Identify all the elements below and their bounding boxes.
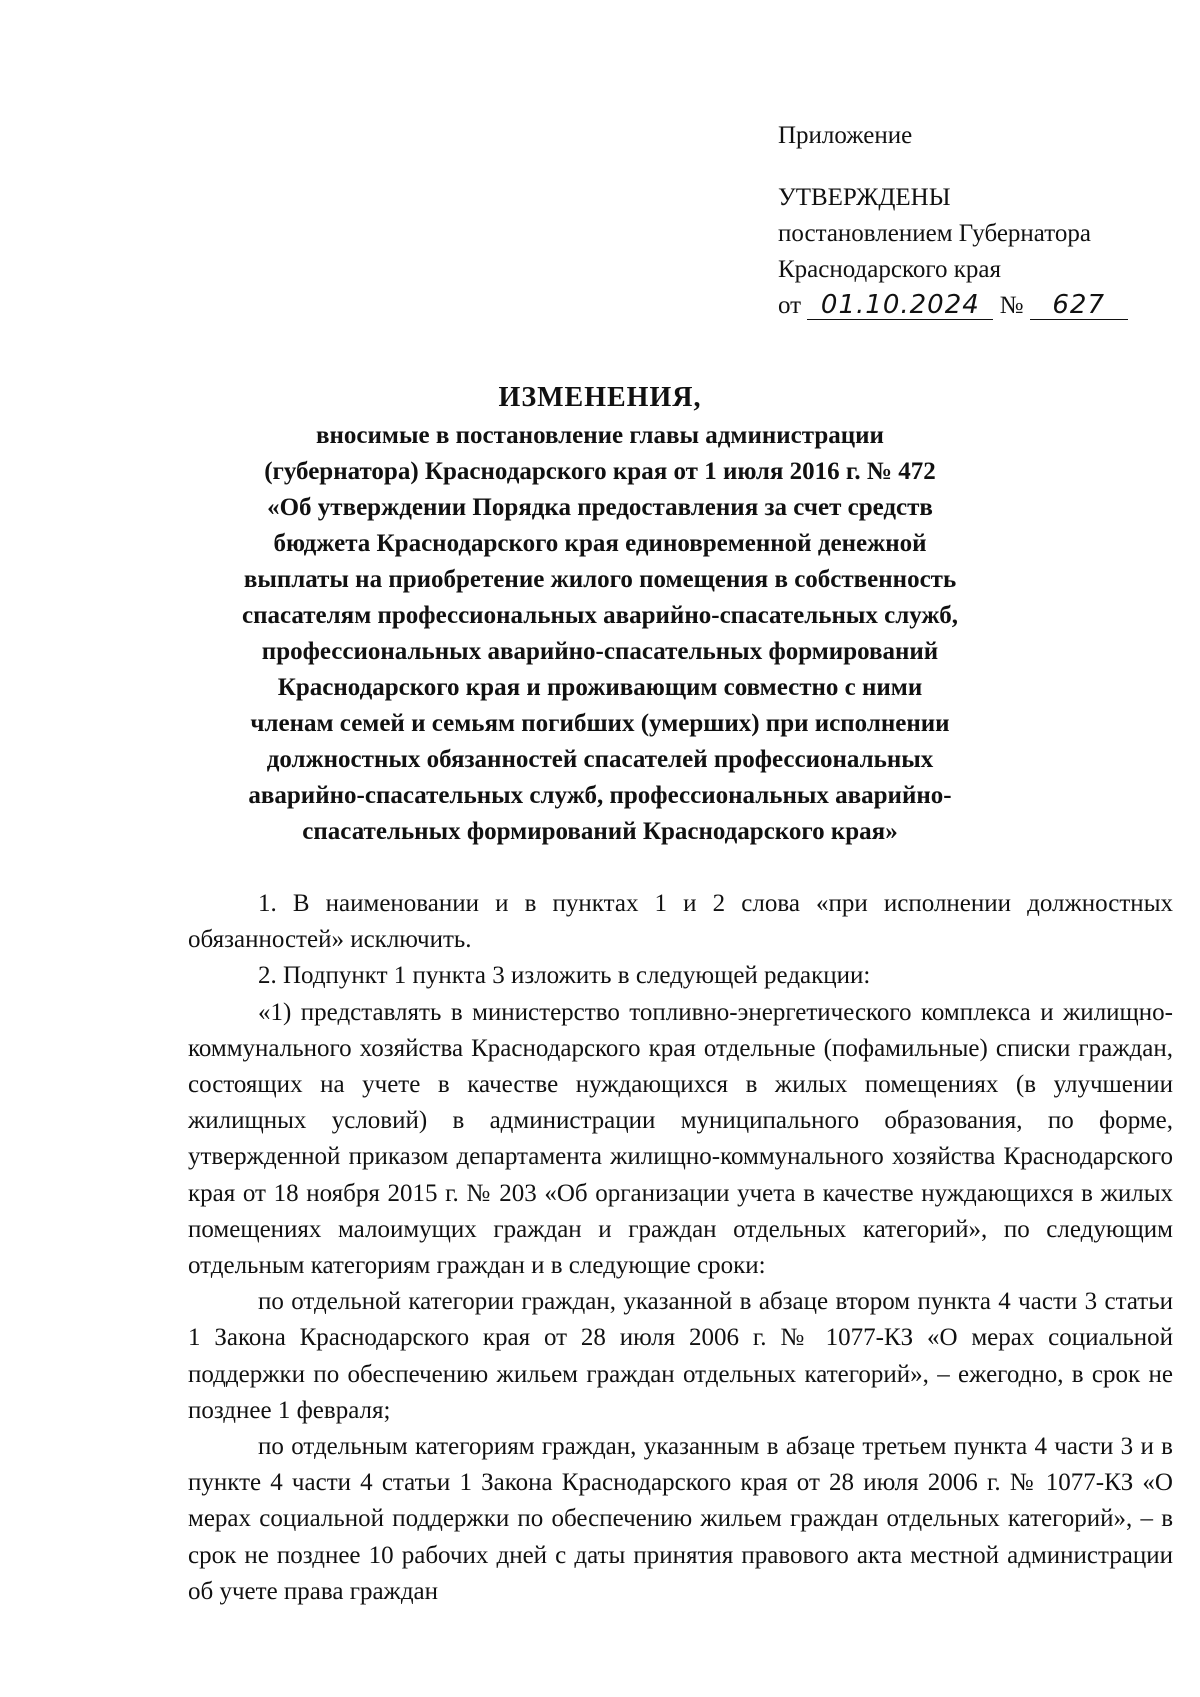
title-line: выплаты на приобретение жилого помещения в собственность xyxy=(243,566,957,593)
body-paragraph: «1) представлять в министерство топливно-энергетического комплекса и жилищно-коммунального хозяйства Краснодарского края отдельные (пофамильные) списки граждан, состоящих на учете в качестве нуждающихся в жилых помещениях (в улучшении жилищных условий) в администрации муниципального образования, по форме, утвержденной приказом департамента жилищно-коммунального хозяйства Краснодарского края от 18 ноября 2015 г. № 203 «Об организации учета в качестве нуждающихся в жилых помещениях малоимущих граждан и граждан отдельных категорий», по следующим отдельным категориям граждан и в следующие сроки: xyxy=(188,998,1173,1280)
body-paragraph: 2. Подпункт 1 пункта 3 изложить в следующей редакции: xyxy=(258,962,871,990)
document-body xyxy=(188,886,1173,1610)
appendix-label: Приложение xyxy=(778,122,913,149)
title-line: вносимые в постановление главы администрации xyxy=(316,422,884,449)
title-line: Краснодарского края и проживающим совместно с ними xyxy=(277,674,923,701)
title-line: (губернатора) Краснодарского края от 1 июля 2016 г. № 472 xyxy=(264,458,936,485)
title-main: ИЗМЕНЕНИЯ, xyxy=(498,382,702,413)
approved-label: УТВЕРЖДЕНЫ xyxy=(778,184,951,211)
body-paragraph: по отдельной категории граждан, указанной в абзаце втором пункта 4 части 3 статьи 1 Закона Краснодарского края от 28 июля 2006 г. № 1077-КЗ «О мерах социальной поддержки по обеспечению жильем граждан отдельных категорий», – ежегодно, в срок не позднее 1 февраля; xyxy=(188,1288,1173,1424)
title-line: бюджета Краснодарского края единовременной денежной xyxy=(273,530,927,557)
document-title xyxy=(188,380,1012,850)
date-number-line xyxy=(778,288,1178,324)
title-line: спасателям профессиональных аварийно-спасательных служб, xyxy=(242,602,958,629)
title-line: членам семей и семьям погибших (умерших) при исполнении xyxy=(250,710,950,737)
body-paragraph: по отдельным категориям граждан, указанным в абзаце третьем пункта 4 части 3 и в пункте 4 части 4 статьи 1 Закона Краснодарского края от 28 июля 2006 г. № 1077-КЗ «О мерах социальной поддержки по обеспечению жильем граждан отдельных категорий», – в срок не позднее 10 рабочих дней с даты принятия правового акта местной администрации об учете права граждан xyxy=(188,1433,1173,1605)
title-line: «Об утверждении Порядка предоставления за счет средств xyxy=(267,494,933,521)
title-line: аварийно-спасательных служб, профессиональных аварийно- xyxy=(248,782,952,809)
handwritten-date: 01.10.2024 xyxy=(807,291,993,320)
body-paragraph: 1. В наименовании и в пунктах 1 и 2 слова «при исполнении должностных обязанностей» исключить. xyxy=(188,890,1173,954)
title-line: спасательных формирований Краснодарского края» xyxy=(302,818,898,845)
approval-header xyxy=(778,118,1178,324)
approved-by-line-2: Краснодарского края xyxy=(778,256,1001,283)
title-line: профессиональных аварийно-спасательных формирований xyxy=(261,638,939,665)
handwritten-number: 627 xyxy=(1030,291,1128,320)
approved-by-line-1: постановлением Губернатора xyxy=(778,220,1091,247)
number-sign: № xyxy=(999,292,1024,319)
date-prefix: от xyxy=(778,292,802,319)
title-line: должностных обязанностей спасателей профессиональных xyxy=(266,746,934,773)
